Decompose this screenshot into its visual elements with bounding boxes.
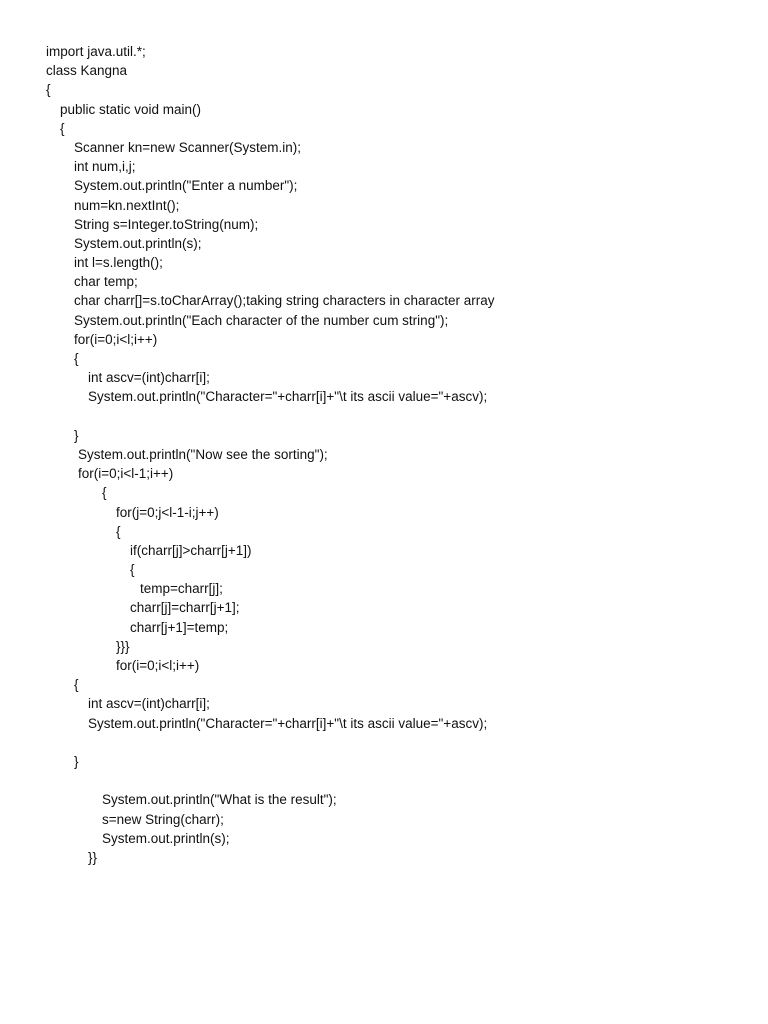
- code-line: int num,i,j;: [74, 159, 136, 175]
- code-line: charr[j]=charr[j+1];: [130, 600, 240, 616]
- code-line: if(charr[j]>charr[j+1]): [130, 542, 252, 558]
- code-line: char temp;: [74, 274, 138, 290]
- code-line: System.out.println(s);: [74, 235, 202, 251]
- code-line: charr[j+1]=temp;: [130, 619, 229, 635]
- code-line: System.out.println("Character="+charr[i]+"\t its ascii value="+ascv);: [88, 389, 488, 405]
- code-line: char charr[]=s.toCharArray();taking string characters in character array: [74, 293, 495, 309]
- java-code-listing: [46, 42, 746, 867]
- code-line: s=new String(charr);: [102, 811, 224, 827]
- code-line: for(i=0;i<l;i++): [74, 331, 158, 347]
- blank-line: [46, 771, 746, 790]
- code-line: {: [60, 120, 65, 136]
- code-line: class Kangna: [46, 63, 128, 79]
- code-line: System.out.println("Each character of the number cum string");: [74, 312, 449, 328]
- code-line: int l=s.length();: [74, 255, 163, 271]
- code-line: }}}: [116, 638, 130, 654]
- code-line: {: [130, 562, 135, 578]
- code-line: System.out.println("Enter a number");: [74, 178, 298, 194]
- code-line: }}: [88, 849, 98, 865]
- code-line: {: [74, 677, 79, 693]
- code-line: public static void main(): [60, 101, 202, 117]
- code-line: {: [102, 485, 107, 501]
- code-line: {: [46, 82, 51, 98]
- code-line: Scanner kn=new Scanner(System.in);: [74, 139, 301, 155]
- code-line: int ascv=(int)charr[i];: [88, 370, 210, 386]
- code-line: System.out.println("What is the result");: [102, 792, 337, 808]
- code-line: }: [74, 753, 79, 769]
- blank-line: [46, 407, 746, 426]
- code-line: num=kn.nextInt();: [74, 197, 180, 213]
- code-line: System.out.println("Character="+charr[i]+"\t its ascii value="+ascv);: [88, 715, 488, 731]
- code-line: }: [74, 427, 79, 443]
- blank-line: [46, 733, 746, 752]
- code-line: for(i=0;i<l;i++): [116, 658, 200, 673]
- code-line: for(i=0;i<l-1;i++): [78, 466, 174, 482]
- code-line: {: [74, 351, 79, 366]
- code-line: String s=Integer.toString(num);: [74, 216, 259, 232]
- code-line: System.out.println(s);: [102, 830, 230, 846]
- code-line: {: [116, 523, 121, 539]
- code-line: import java.util.*;: [46, 44, 146, 59]
- code-line: temp=charr[j];: [140, 581, 223, 597]
- code-line: int ascv=(int)charr[i];: [88, 696, 210, 712]
- code-line: System.out.println("Now see the sorting");: [78, 446, 328, 462]
- code-line: for(j=0;j<l-1-i;j++): [116, 504, 219, 520]
